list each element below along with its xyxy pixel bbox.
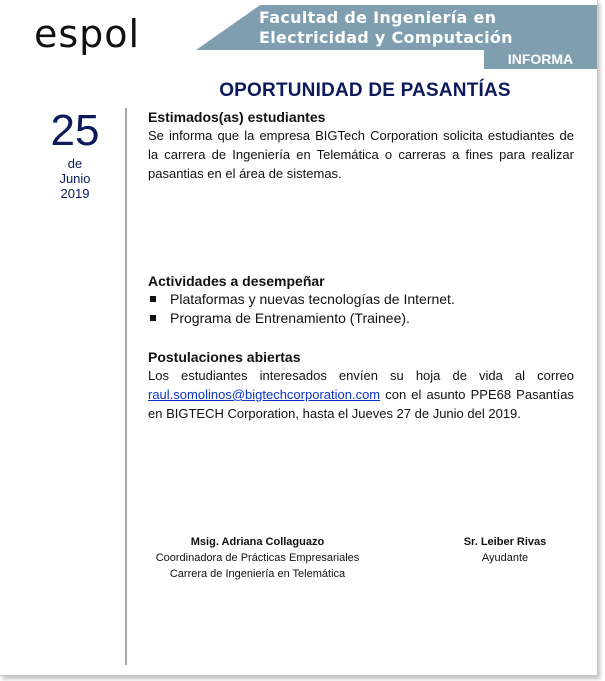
greeting-heading: Estimados(as) estudiantes xyxy=(148,109,326,125)
signature-role: Carrera de Ingeniería en Telemática xyxy=(169,568,346,580)
main-content xyxy=(148,108,574,423)
page-title: OPORTUNIDAD DE PASANTÍAS xyxy=(219,80,511,101)
espol-logo: espol xyxy=(34,12,141,56)
applications-text xyxy=(148,366,574,423)
informa-tag: INFORMA xyxy=(484,50,597,69)
vertical-divider xyxy=(125,108,127,665)
signature-name: Msig. Adriana Collaguazo xyxy=(190,536,325,548)
date-day: 25 xyxy=(50,106,100,155)
faculty-name-line2: Electricidad y Computación xyxy=(259,28,513,47)
signature-role: Ayudante xyxy=(481,552,529,564)
spacer xyxy=(148,328,574,348)
activities-heading: Actividades a desempeñar xyxy=(148,273,325,289)
list-item-text: Plataformas y nuevas tecnologías de Internet. xyxy=(170,291,455,307)
applications-text-after: con el asunto PPE68 Pasantías en BIGTECH Corporation, hasta el Jueves 27 de Junio del 2019. xyxy=(148,387,574,421)
email-link[interactable]: raul.somolinos@bigtechcorporation.com xyxy=(148,387,381,402)
bullet-icon xyxy=(150,296,156,302)
list-item xyxy=(148,309,574,328)
spacer xyxy=(148,183,574,272)
signature-name: Sr. Leiber Rivas xyxy=(463,536,547,548)
date-year: 2019 xyxy=(60,186,90,201)
signature-role: Coordinadora de Prácticas Empresariales xyxy=(155,552,360,564)
signature-coordinator xyxy=(145,534,370,582)
announcement-text: Se informa que la empresa BIGTech Corporation solicita estudiantes de la carrera de Ingeniería en Telemática o carreras a fines para realizar pasantias en el área de sistemas. xyxy=(148,128,574,181)
date-connector: de xyxy=(67,156,83,171)
list-item xyxy=(148,290,574,309)
bullet-icon xyxy=(150,315,156,321)
date-block xyxy=(40,106,110,201)
applications-heading: Postulaciones abiertas xyxy=(148,349,301,365)
faculty-name xyxy=(259,8,513,48)
activities-list xyxy=(148,290,574,328)
list-item-text: Programa de Entrenamiento (Trainee). xyxy=(170,310,410,326)
faculty-name-line1: Facultad de Ingeniería en xyxy=(259,8,497,27)
signature-assistant xyxy=(445,534,565,566)
date-month: Junio xyxy=(59,171,91,186)
applications-text-before: Los estudiantes interesados envíen su hoja de vida al correo xyxy=(148,368,574,383)
